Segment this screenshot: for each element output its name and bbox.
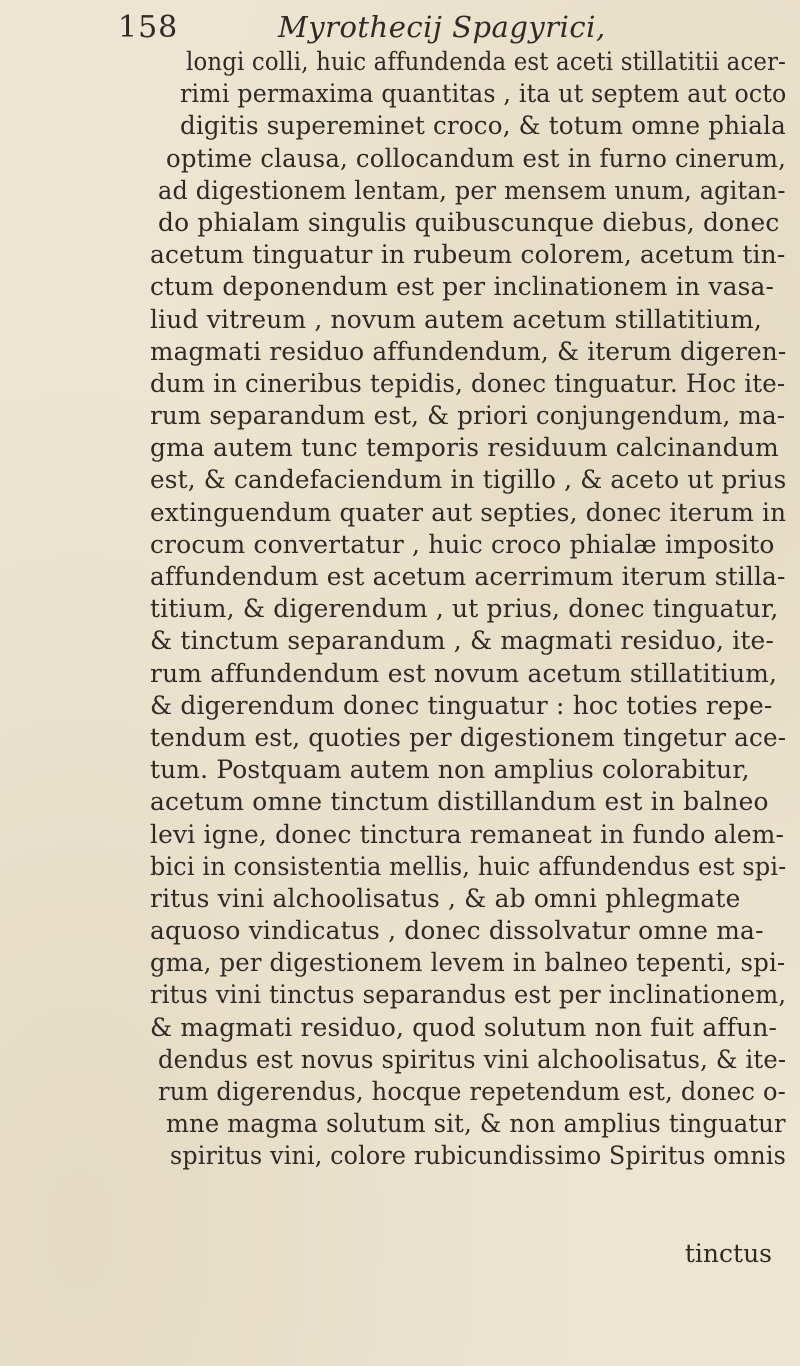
running-title: Myrothecij Spagyrici,	[278, 10, 606, 44]
text-line: affundendum est acetum acerrimum iterum stilla-	[150, 562, 786, 591]
text-line: crocum convertatur , huic croco phialæ imposito	[150, 529, 775, 559]
text-line: rimi permaxima quantitas , ita ut septem aut octo	[180, 79, 787, 109]
text-line: do phialam singulis quibuscunque diebus, donec	[158, 207, 780, 237]
text-line: tendum est, quoties per digestionem tingetur ace-	[150, 722, 787, 752]
text-line: magmati residuo affundendum, & iterum digeren-	[150, 336, 787, 366]
text-line: bici in consistentia mellis, huic affundendus est spi-	[150, 851, 787, 881]
text-line: liud vitreum , novum autem acetum stillatitium,	[150, 304, 762, 334]
page-header	[118, 10, 738, 50]
text-line: gma autem tunc temporis residuum calcinandum	[150, 433, 779, 463]
text-line: est, & candefaciendum in tigillo , & aceto ut prius	[150, 465, 787, 495]
text-line: gma, per digestionem levem in balneo tepenti, spi-	[150, 948, 786, 978]
text-line: acetum omne tinctum distillandum est in balneo	[150, 787, 769, 817]
catchword: tinctus	[684, 1239, 772, 1268]
text-line: extinguendum quater aut septies, donec iterum in	[150, 497, 787, 527]
page-number: 158	[118, 10, 179, 45]
text-line: & digerendum donec tinguatur : hoc toties repe-	[150, 690, 773, 720]
text-line: ad digestionem lentam, per mensem unum, agitan-	[158, 175, 786, 205]
text-line: levi igne, donec tinctura remaneat in fundo alem-	[150, 819, 785, 849]
text-line: titium, & digerendum , ut prius, donec tinguatur,	[150, 594, 779, 624]
text-line: rum affundendum est novum acetum stillatitium,	[150, 658, 778, 688]
body-text	[150, 46, 790, 1173]
text-line: dendus est novus spiritus vini alchoolisatus, & ite-	[158, 1044, 787, 1074]
text-line: & tinctum separandum , & magmati residuo, ite-	[150, 626, 775, 656]
text-line: ritus vini tinctus separandus est per inclinationem,	[150, 980, 787, 1010]
text-line: tum. Postquam autem non amplius colorabitur,	[150, 755, 750, 785]
text-line: mne magma solutum sit, & non amplius tinguatur	[166, 1109, 786, 1139]
text-line: ctum deponendum est per inclinationem in vasa-	[150, 272, 775, 302]
text-line: optime clausa, collocandum est in furno cinerum,	[166, 143, 787, 173]
text-line: rum digerendus, hocque repetendum est, donec o-	[158, 1077, 787, 1106]
text-line: ritus vini alchoolisatus , & ab omni phlegmate	[150, 883, 741, 913]
text-line: digitis supereminet croco, & totum omne phiala	[180, 111, 786, 141]
text-line: spiritus vini, colore rubicundissimo Spiritus omnis	[170, 1141, 786, 1171]
text-line: rum separandum est, & priori conjungendum, ma-	[150, 401, 786, 431]
text-line: aquoso vindicatus , donec dissolvatur omne ma-	[150, 916, 764, 946]
text-line: & magmati residuo, quod solutum non fuit affun-	[150, 1012, 778, 1042]
text-line: acetum tinguatur in rubeum colorem, acetum tin-	[150, 240, 786, 270]
text-line: longi colli, huic affundenda est aceti stillatitii acer-	[186, 47, 787, 76]
text-line: dum in cineribus tepidis, donec tinguatur. Hoc ite-	[150, 368, 786, 398]
